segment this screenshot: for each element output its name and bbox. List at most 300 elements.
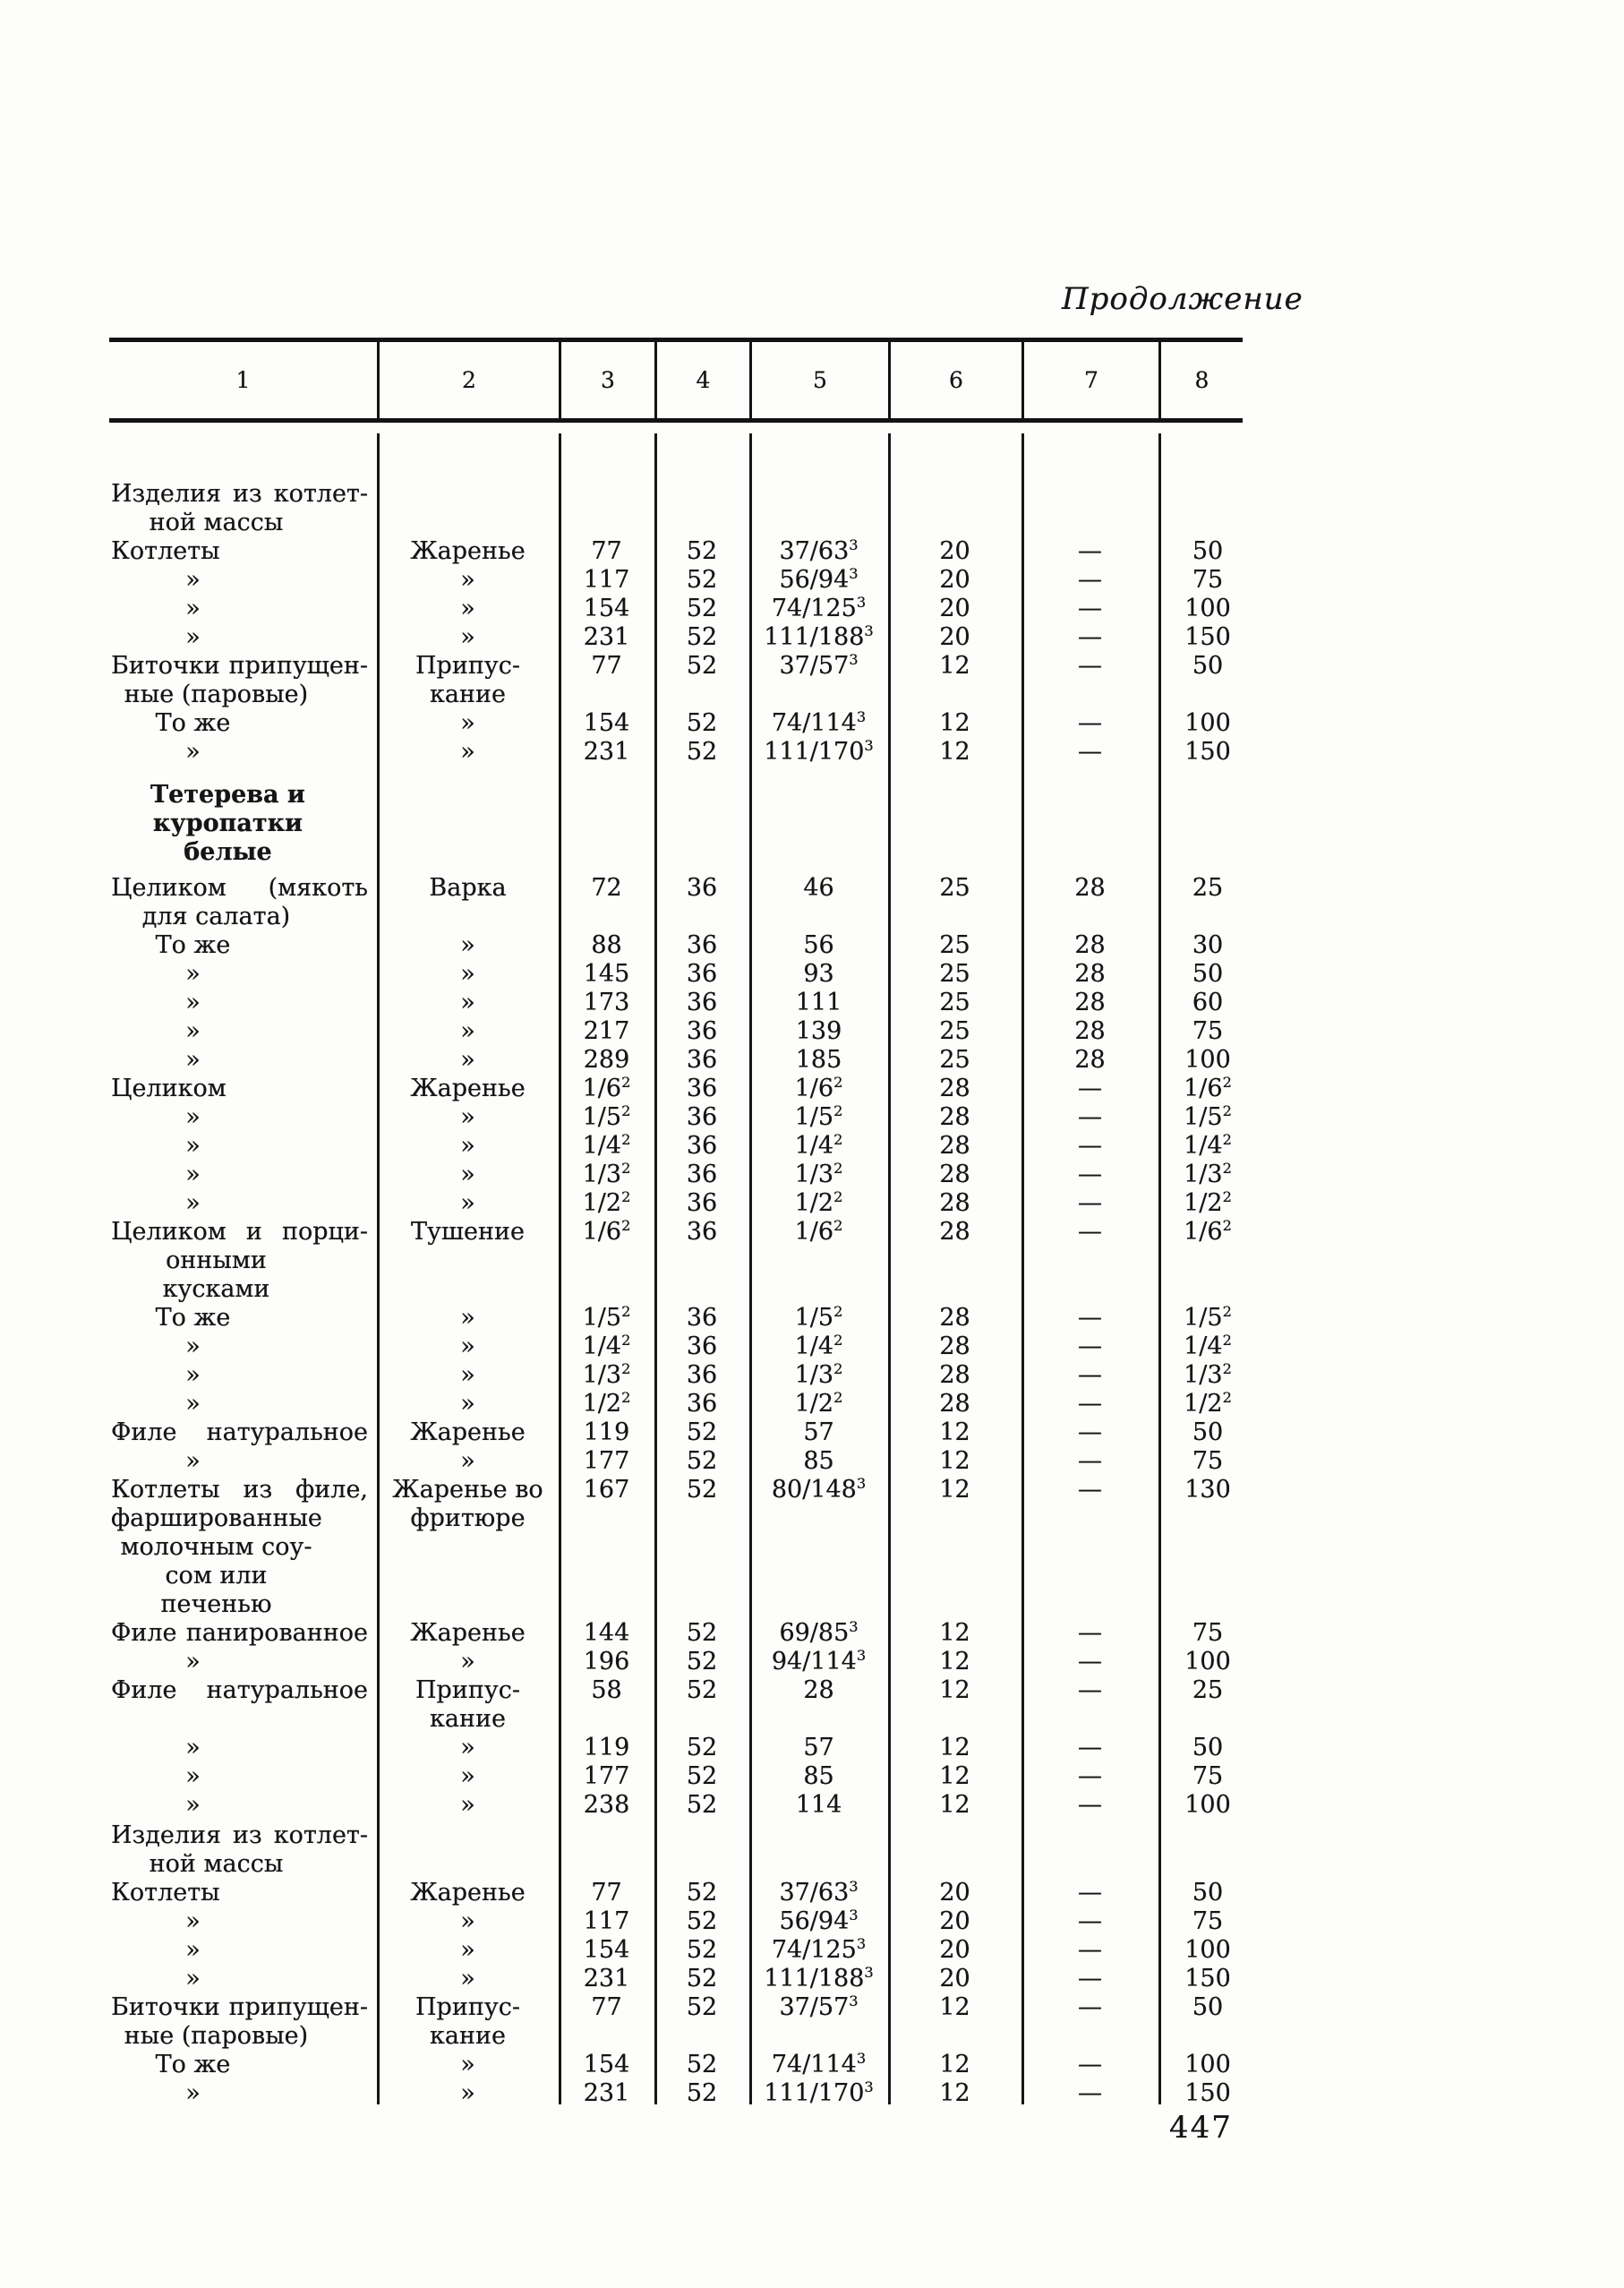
row-name-cell: [109, 1390, 377, 1418]
value-cell-col8: $1/6^2$: [1184, 1217, 1232, 1246]
value-cell-col6: 12: [939, 1791, 970, 1819]
value-cell-col8: 25: [1192, 874, 1224, 902]
value-cell-col5: 85: [803, 1447, 834, 1475]
value-cell-col3: $1/6^2$: [582, 1217, 631, 1246]
value-cell-col4: 52: [686, 1762, 718, 1790]
value-cell-col7: 28: [1074, 931, 1106, 959]
method-cell: [377, 1075, 559, 1103]
value-cell-col3: $1/6^2$: [582, 1074, 631, 1102]
value-cell-col5: $1/5^2$: [794, 1303, 843, 1332]
method-cell: [377, 1333, 559, 1361]
row-name-cell: [109, 709, 377, 738]
value-cell-col7: —: [1078, 1791, 1102, 1819]
text-line: »: [185, 1965, 201, 1992]
value-cell-col7: —: [1078, 1476, 1102, 1504]
text-line: То же: [155, 2051, 231, 2078]
method-cell: [377, 931, 559, 960]
value-cell-col3: 72: [591, 874, 622, 902]
value-cell-col6: 20: [939, 1936, 970, 1964]
value-cell-col3: $1/2^2$: [582, 1188, 631, 1217]
row-name-cell: [109, 1447, 377, 1476]
value-cell-col4: 52: [686, 623, 718, 651]
value-cell-col8: 100: [1184, 1648, 1231, 1675]
column-header-1: 1: [235, 367, 251, 393]
table-row: [109, 1189, 1257, 1218]
value-cell-col3: 119: [583, 1418, 630, 1446]
table-row: [109, 1418, 1257, 1447]
method-cell: [377, 1017, 559, 1046]
text-line: То же: [155, 931, 231, 959]
value-cell-col6: 12: [939, 1993, 970, 2021]
text-line: Припус-: [415, 652, 520, 680]
method-cell: [377, 595, 559, 623]
row-name-cell: [109, 1189, 377, 1218]
value-cell-col4: 36: [686, 1333, 718, 1360]
text-line: »: [460, 1304, 475, 1332]
value-cell-col6: 28: [939, 1333, 970, 1360]
value-cell-col6: 25: [939, 874, 970, 902]
value-cell-col5: $1/4^2$: [794, 1332, 843, 1360]
table-row: [109, 1017, 1257, 1046]
table-row: [109, 1879, 1257, 1907]
text-line: куропатки белые: [152, 810, 303, 866]
value-cell-col8: 100: [1184, 1046, 1231, 1074]
text-line: »: [460, 2051, 475, 2078]
value-cell-col4: 36: [686, 1075, 718, 1102]
text-line: Изделия из котлет-: [111, 1821, 368, 1849]
method-cell: [377, 1161, 559, 1189]
table-row: [109, 1304, 1257, 1333]
method-cell: [377, 1132, 559, 1161]
value-cell-col7: —: [1078, 1965, 1102, 1992]
value-cell-col8: 150: [1184, 2079, 1231, 2107]
table-row: [109, 738, 1257, 767]
row-name-cell: [109, 1791, 377, 1820]
value-cell-col8: 50: [1192, 1879, 1224, 1907]
row-name-cell: [109, 2051, 377, 2079]
table-row: [109, 1648, 1257, 1676]
value-cell-col3: $1/3^2$: [582, 1160, 631, 1188]
text-line: Жаренье: [410, 1879, 526, 1907]
text-line: Филе натуральное: [111, 1676, 368, 1704]
value-cell-col7: —: [1078, 1907, 1102, 1935]
row-name-cell: [109, 989, 377, 1017]
value-cell-col3: 77: [591, 1879, 622, 1907]
value-cell-col4: 52: [686, 1447, 718, 1475]
table-row: [109, 989, 1257, 1017]
value-cell-col8: 100: [1184, 709, 1231, 737]
text-line: фритюре: [410, 1504, 526, 1532]
value-cell-col7: —: [1078, 623, 1102, 651]
text-line: кание: [430, 681, 506, 708]
value-cell-col8: 50: [1192, 1418, 1224, 1446]
text-line: »: [185, 1648, 201, 1675]
value-cell-col4: 52: [686, 1676, 718, 1704]
value-cell-col4: 52: [686, 595, 718, 622]
value-cell-col3: 231: [583, 1965, 630, 1992]
row-name-cell: [109, 874, 377, 931]
table-row: [109, 709, 1257, 738]
text-line: »: [460, 623, 475, 651]
method-cell: [377, 1390, 559, 1418]
text-line: Биточки припущен-: [111, 1993, 368, 2021]
value-cell-col6: 25: [939, 989, 970, 1016]
value-cell-col8: 50: [1192, 960, 1224, 988]
table-row: [109, 1734, 1257, 1762]
text-line: »: [185, 1189, 201, 1217]
table-row: [109, 1936, 1257, 1965]
value-cell-col7: —: [1078, 1132, 1102, 1160]
method-cell: [377, 1218, 559, 1304]
value-cell-col5: 93: [803, 960, 834, 988]
page-number: 447: [1169, 2110, 1233, 2146]
value-cell-col6: 28: [939, 1304, 970, 1332]
text-line: »: [460, 1936, 475, 1964]
text-line: »: [460, 1648, 475, 1675]
row-name-cell: [109, 960, 377, 989]
method-cell: [377, 989, 559, 1017]
text-line: »: [460, 1907, 475, 1935]
value-cell-col4: 36: [686, 874, 718, 902]
value-cell-col5: $56/94^3$: [779, 565, 859, 594]
value-cell-col7: —: [1078, 1619, 1102, 1647]
value-cell-col7: —: [1078, 1333, 1102, 1360]
text-line: »: [460, 1161, 475, 1188]
value-cell-col5: $1/2^2$: [794, 1188, 843, 1217]
value-cell-col7: —: [1078, 1103, 1102, 1131]
value-cell-col8: 50: [1192, 1993, 1224, 2021]
value-cell-col6: 20: [939, 1907, 970, 1935]
value-cell-col6: 28: [939, 1361, 970, 1389]
column-header-3: 3: [559, 342, 654, 418]
table-header-row: [109, 342, 1243, 418]
table-row: [109, 566, 1257, 595]
text-line: Жаренье: [410, 1075, 526, 1102]
value-cell-col4: 52: [686, 1619, 718, 1647]
column-header-5: 5: [749, 342, 888, 418]
value-cell-col3: 231: [583, 2079, 630, 2107]
value-cell-col6: 20: [939, 566, 970, 594]
value-cell-col7: —: [1078, 1993, 1102, 2021]
text-line: »: [460, 738, 475, 766]
value-cell-col4: 52: [686, 1734, 718, 1761]
text-line: »: [460, 1734, 475, 1761]
text-line: Жаренье: [410, 1418, 526, 1446]
row-name-cell: [109, 1476, 377, 1619]
method-cell: [377, 623, 559, 652]
value-cell-col5: $111/170^3$: [764, 737, 874, 766]
text-line: Филе панированное: [111, 1619, 368, 1647]
text-line: »: [460, 1103, 475, 1131]
text-line: »: [185, 1046, 201, 1074]
value-cell-col7: —: [1078, 1218, 1102, 1246]
table-body: [109, 423, 1257, 2108]
value-cell-col3: 117: [583, 1907, 630, 1935]
row-name-cell: [109, 1879, 377, 1907]
value-cell-col4: 52: [686, 1879, 718, 1907]
section-label: [109, 480, 377, 537]
text-line: »: [460, 566, 475, 594]
value-cell-col8: 130: [1184, 1476, 1231, 1504]
value-cell-col5: 111: [795, 989, 842, 1016]
value-cell-col4: 52: [686, 1907, 718, 1935]
value-cell-col5: 185: [795, 1046, 842, 1074]
value-cell-col8: $1/5^2$: [1184, 1303, 1232, 1332]
text-line: Котлеты из филе,: [111, 1476, 368, 1504]
value-cell-col8: 100: [1184, 2051, 1231, 2078]
text-line: »: [460, 1791, 475, 1819]
continuation-label: Продолжение: [1062, 281, 1303, 317]
value-cell-col6: 12: [939, 1447, 970, 1475]
value-cell-col6: 12: [939, 1734, 970, 1761]
value-cell-col3: 167: [583, 1476, 630, 1504]
value-cell-col5: $80/148^3$: [771, 1475, 867, 1504]
row-name-cell: [109, 1418, 377, 1447]
row-name-cell: [109, 1361, 377, 1390]
text-line: Тушение: [411, 1218, 525, 1246]
text-line: »: [185, 1762, 201, 1790]
value-cell-col6: 25: [939, 931, 970, 959]
row-name-cell: [109, 1762, 377, 1791]
row-name-cell: [109, 1965, 377, 1993]
row-name-cell: [109, 2079, 377, 2108]
value-cell-col6: 12: [939, 1676, 970, 1704]
value-cell-col7: —: [1078, 537, 1102, 565]
value-cell-col4: 36: [686, 1161, 718, 1188]
text-line: »: [185, 1390, 201, 1418]
value-cell-col4: 36: [686, 1132, 718, 1160]
text-line: »: [460, 1390, 475, 1418]
value-cell-col7: 28: [1074, 960, 1106, 988]
value-cell-col6: 28: [939, 1218, 970, 1246]
section-label: [109, 781, 377, 867]
value-cell-col4: 52: [686, 709, 718, 737]
value-cell-col4: 52: [686, 738, 718, 766]
text-line: »: [185, 1103, 201, 1131]
text-line: ной массы: [149, 509, 284, 536]
text-line: »: [460, 595, 475, 622]
table-row: [109, 1619, 1257, 1648]
row-name-cell: [109, 1619, 377, 1648]
value-cell-col8: 30: [1192, 931, 1224, 959]
text-line: Тетерева и: [150, 781, 305, 809]
value-cell-col8: 50: [1192, 1734, 1224, 1761]
method-cell: [377, 709, 559, 738]
row-name-cell: [109, 595, 377, 623]
text-line: Котлеты: [111, 1879, 220, 1907]
table-row: [109, 652, 1257, 709]
text-line: »: [460, 1447, 475, 1475]
text-line: молочным соу-: [120, 1533, 312, 1561]
value-cell-col8: 150: [1184, 738, 1231, 766]
text-line: »: [460, 989, 475, 1016]
row-name-cell: [109, 931, 377, 960]
value-cell-col6: 28: [939, 1161, 970, 1188]
table-row: [109, 1676, 1257, 1734]
text-line: Котлеты: [111, 537, 220, 565]
value-cell-col7: —: [1078, 2051, 1102, 2078]
text-line: »: [460, 709, 475, 737]
text-line: »: [460, 1132, 475, 1160]
text-line: »: [185, 1936, 201, 1964]
value-cell-col7: —: [1078, 1734, 1102, 1761]
value-cell-col8: 100: [1184, 1936, 1231, 1964]
value-cell-col3: 154: [583, 709, 630, 737]
text-line: »: [460, 931, 475, 959]
column-header-2: 2: [377, 342, 559, 418]
text-line: »: [460, 1361, 475, 1389]
table-row: [109, 1218, 1257, 1304]
value-cell-col3: $1/4^2$: [582, 1131, 631, 1160]
value-cell-col8: 50: [1192, 652, 1224, 680]
value-cell-col6: 25: [939, 960, 970, 988]
value-cell-col8: 100: [1184, 595, 1231, 622]
row-name-cell: [109, 1161, 377, 1189]
text-line: ные (паровые): [124, 2022, 309, 2050]
value-cell-col6: 12: [939, 709, 970, 737]
value-cell-col8: 75: [1192, 1907, 1224, 1935]
text-line: онными кусками: [162, 1247, 270, 1303]
value-cell-col3: $1/5^2$: [582, 1102, 631, 1131]
method-cell: [377, 1476, 559, 1619]
method-cell: [377, 1965, 559, 1993]
value-cell-col5: $69/85^3$: [779, 1618, 859, 1647]
row-name-cell: [109, 1017, 377, 1046]
text-line: ной массы: [149, 1850, 284, 1878]
text-line: »: [460, 960, 475, 988]
value-cell-col7: —: [1078, 1390, 1102, 1418]
value-cell-col3: 119: [583, 1734, 630, 1761]
value-cell-col6: 12: [939, 1762, 970, 1790]
value-cell-col5: $1/3^2$: [794, 1160, 843, 1188]
method-cell: [377, 1993, 559, 2051]
text-line: »: [185, 1361, 201, 1389]
value-cell-col3: 238: [583, 1791, 630, 1819]
method-cell: [377, 1189, 559, 1218]
text-line: Жаренье: [410, 1619, 526, 1647]
value-cell-col4: 52: [686, 652, 718, 680]
text-line: кание: [430, 1705, 506, 1733]
row-name-cell: [109, 1993, 377, 2051]
value-cell-col5: $74/125^3$: [771, 594, 867, 622]
text-line: »: [185, 1161, 201, 1188]
row-name-cell: [109, 1936, 377, 1965]
text-line: »: [185, 1333, 201, 1360]
text-line: »: [185, 595, 201, 622]
value-cell-col8: $1/2^2$: [1184, 1389, 1232, 1418]
method-cell: [377, 1648, 559, 1676]
text-line: Целиком и порци-: [111, 1218, 368, 1246]
value-cell-col8: 75: [1192, 1762, 1224, 1790]
value-cell-col4: 52: [686, 2051, 718, 2078]
text-line: »: [185, 1791, 201, 1819]
value-cell-col3: 196: [583, 1648, 630, 1675]
text-line: »: [460, 2079, 475, 2107]
value-cell-col4: 52: [686, 1993, 718, 2021]
row-name-cell: [109, 1648, 377, 1676]
value-cell-col5: $111/188^3$: [764, 1964, 874, 1992]
method-cell: [377, 1676, 559, 1734]
value-cell-col3: 58: [591, 1676, 622, 1704]
value-cell-col7: —: [1078, 738, 1102, 766]
value-cell-col7: —: [1078, 1304, 1102, 1332]
table-row: [109, 1361, 1257, 1390]
value-cell-col4: 36: [686, 1017, 718, 1045]
value-cell-col4: 36: [686, 1390, 718, 1418]
value-cell-col4: 36: [686, 931, 718, 959]
method-cell: [377, 537, 559, 566]
table-row: [109, 1075, 1257, 1103]
text-line: То же: [155, 1304, 231, 1332]
text-line: Жаренье: [410, 537, 526, 565]
value-cell-col5: $74/114^3$: [771, 708, 867, 737]
method-cell: [377, 1936, 559, 1965]
table-row: [109, 1161, 1257, 1189]
table-row: [109, 1993, 1257, 2051]
value-cell-col4: 52: [686, 1476, 718, 1504]
value-cell-col6: 25: [939, 1017, 970, 1045]
text-line: для салата): [141, 903, 291, 930]
table-row: [109, 537, 1257, 566]
value-cell-col6: 28: [939, 1390, 970, 1418]
value-cell-col7: —: [1078, 2079, 1102, 2107]
value-cell-col3: 154: [583, 2051, 630, 2078]
value-cell-col6: 12: [939, 1648, 970, 1675]
value-cell-col3: 154: [583, 595, 630, 622]
value-cell-col3: 177: [583, 1762, 630, 1790]
value-cell-col4: 52: [686, 1648, 718, 1675]
method-cell: [377, 652, 559, 709]
value-cell-col3: 144: [583, 1619, 630, 1647]
value-cell-col7: —: [1078, 1447, 1102, 1475]
value-cell-col7: 28: [1074, 1017, 1106, 1045]
text-line: Жаренье во: [392, 1476, 543, 1504]
value-cell-col5: $1/6^2$: [794, 1074, 843, 1102]
value-cell-col6: 20: [939, 537, 970, 565]
value-cell-col4: 52: [686, 1791, 718, 1819]
value-cell-col6: 12: [939, 2051, 970, 2078]
method-cell: [377, 1447, 559, 1476]
value-cell-col7: —: [1078, 595, 1102, 622]
value-cell-col4: 52: [686, 1965, 718, 1992]
value-cell-col5: 139: [795, 1017, 842, 1045]
value-cell-col3: 173: [583, 989, 630, 1016]
value-cell-col7: —: [1078, 1075, 1102, 1102]
table-row: [109, 1476, 1257, 1619]
text-line: »: [185, 1447, 201, 1475]
text-line: »: [185, 623, 201, 651]
text-line: »: [185, 1132, 201, 1160]
method-cell: [377, 1046, 559, 1075]
table-row: [109, 2079, 1257, 2108]
value-cell-col5: 57: [803, 1418, 834, 1446]
value-cell-col6: 28: [939, 1103, 970, 1131]
value-cell-col3: 177: [583, 1447, 630, 1475]
row-name-cell: [109, 1676, 377, 1734]
table-row: [109, 960, 1257, 989]
value-cell-col8: $1/3^2$: [1184, 1360, 1232, 1389]
section-label-row: [109, 1821, 1257, 1879]
text-line: »: [460, 1189, 475, 1217]
value-cell-col5: $111/188^3$: [764, 622, 874, 651]
value-cell-col7: —: [1078, 1648, 1102, 1675]
text-line: сом или печенью: [160, 1562, 272, 1618]
value-cell-col6: 12: [939, 738, 970, 766]
table-row: [109, 1762, 1257, 1791]
column-header-4: 4: [654, 342, 749, 418]
row-name-cell: [109, 537, 377, 566]
row-name-cell: [109, 1218, 377, 1304]
